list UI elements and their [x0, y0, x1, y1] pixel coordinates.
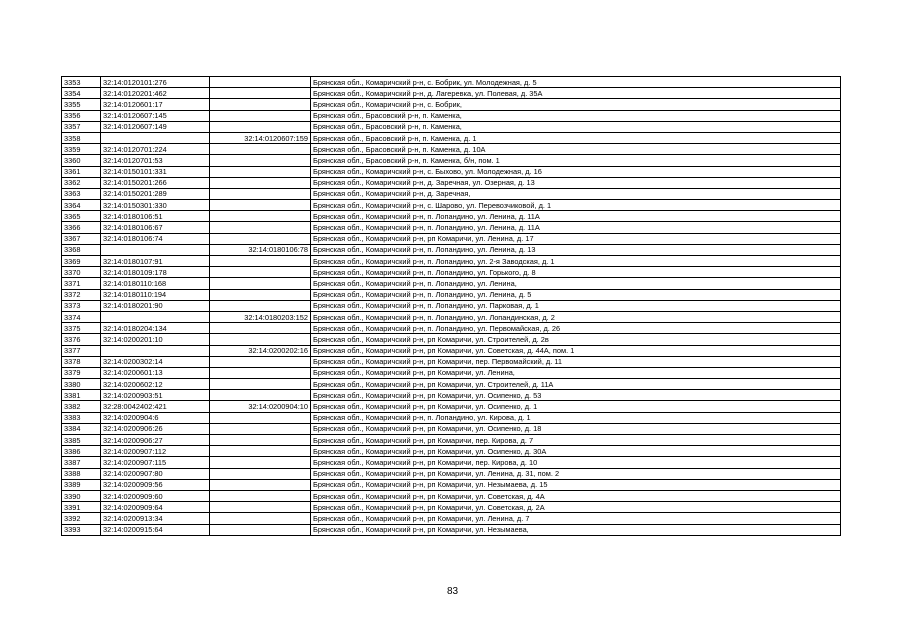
row-number-cell: 3385 — [62, 435, 101, 446]
row-number-cell: 3361 — [62, 166, 101, 177]
page-number: 83 — [446, 586, 459, 597]
address-cell: Брянская обл., Комаричский р-н, п. Лопандино, ул. Ленина, д. 11А — [311, 211, 841, 222]
secondary-cadastral-number-cell — [210, 99, 311, 110]
address-cell: Брянская обл., Брасовский р-н, п. Каменка, — [311, 121, 841, 132]
table-row — [62, 356, 841, 367]
row-number-cell: 3367 — [62, 233, 101, 244]
row-number-cell: 3365 — [62, 211, 101, 222]
cadastral-number-cell: 32:14:0200201:10 — [101, 334, 210, 345]
row-number-cell: 3389 — [62, 479, 101, 490]
secondary-cadastral-number-cell — [210, 121, 311, 132]
cadastral-number-cell: 32:14:0150201:266 — [101, 177, 210, 188]
row-number-cell: 3355 — [62, 99, 101, 110]
row-number-cell: 3366 — [62, 222, 101, 233]
row-number-cell: 3388 — [62, 468, 101, 479]
secondary-cadastral-number-cell — [210, 490, 311, 501]
table-row — [62, 468, 841, 479]
address-cell: Брянская обл., Комаричский р-н, рп Комаричи, ул. Осипенко, д. 1 — [311, 401, 841, 412]
address-cell: Брянская обл., Комаричский р-н, д. Лагеревка, ул. Полевая, д. 35А — [311, 88, 841, 99]
row-number-cell: 3391 — [62, 502, 101, 513]
secondary-cadastral-number-cell — [210, 334, 311, 345]
row-number-cell: 3356 — [62, 110, 101, 121]
secondary-cadastral-number-cell — [210, 267, 311, 278]
row-number-cell: 3384 — [62, 423, 101, 434]
table-row — [62, 177, 841, 188]
table-row — [62, 144, 841, 155]
row-number-cell: 3354 — [62, 88, 101, 99]
cadastral-number-cell: 32:28:0042402:421 — [101, 401, 210, 412]
secondary-cadastral-number-cell — [210, 177, 311, 188]
cadastral-number-cell: 32:14:0120701:53 — [101, 155, 210, 166]
address-cell: Брянская обл., Комаричский р-н, рп Комаричи, ул. Советская, д. 4А — [311, 490, 841, 501]
address-cell: Брянская обл., Комаричский р-н, п. Лопандино, ул. Кирова, д. 1 — [311, 412, 841, 423]
row-number-cell: 3382 — [62, 401, 101, 412]
row-number-cell: 3370 — [62, 267, 101, 278]
address-cell: Брянская обл., Комаричский р-н, с. Быхово, ул. Молодежная, д. 16 — [311, 166, 841, 177]
cadastral-number-cell: 32:14:0200909:60 — [101, 490, 210, 501]
cadastral-number-cell: 32:14:0200909:56 — [101, 479, 210, 490]
cadastral-number-cell: 32:14:0200903:51 — [101, 390, 210, 401]
table-row — [62, 390, 841, 401]
cadastral-number-cell: 32:14:0200907:80 — [101, 468, 210, 479]
address-cell: Брянская обл., Комаричский р-н, рп Комаричи, ул. Незымаева, д. 15 — [311, 479, 841, 490]
table-row — [62, 323, 841, 334]
table-row — [62, 345, 841, 356]
secondary-cadastral-number-cell — [210, 222, 311, 233]
row-number-cell: 3357 — [62, 121, 101, 132]
address-cell: Брянская обл., Комаричский р-н, рп Комаричи, ул. Осипенко, д. 18 — [311, 423, 841, 434]
cadastral-number-cell: 32:14:0150101:331 — [101, 166, 210, 177]
table-row — [62, 211, 841, 222]
address-cell: Брянская обл., Комаричский р-н, рп Комаричи, ул. Ленина, д. 31, пом. 2 — [311, 468, 841, 479]
table-row — [62, 233, 841, 244]
row-number-cell: 3362 — [62, 177, 101, 188]
address-cell: Брянская обл., Комаричский р-н, д. Заречная, — [311, 188, 841, 199]
secondary-cadastral-number-cell — [210, 110, 311, 121]
row-number-cell: 3364 — [62, 200, 101, 211]
table-row — [62, 513, 841, 524]
address-cell: Брянская обл., Брасовский р-н, п. Каменка, б/н, пом. 1 — [311, 155, 841, 166]
secondary-cadastral-number-cell — [210, 524, 311, 535]
address-cell: Брянская обл., Брасовский р-н, п. Каменка, д. 10А — [311, 144, 841, 155]
table-row — [62, 423, 841, 434]
cadastral-number-cell — [101, 345, 210, 356]
row-number-cell: 3375 — [62, 323, 101, 334]
table-row — [62, 334, 841, 345]
address-cell: Брянская обл., Комаричский р-н, д. Заречная, ул. Озерная, д. 13 — [311, 177, 841, 188]
cadastral-number-cell: 32:14:0120607:149 — [101, 121, 210, 132]
secondary-cadastral-number-cell — [210, 502, 311, 513]
table-row — [62, 222, 841, 233]
row-number-cell: 3373 — [62, 300, 101, 311]
cadastral-number-cell: 32:14:0180110:168 — [101, 278, 210, 289]
secondary-cadastral-number-cell — [210, 390, 311, 401]
cadastral-number-cell: 32:14:0200913:34 — [101, 513, 210, 524]
table-row — [62, 311, 841, 322]
property-registry-table — [61, 76, 841, 536]
secondary-cadastral-number-cell — [210, 77, 311, 88]
registry-table-body — [62, 77, 841, 536]
secondary-cadastral-number-cell — [210, 289, 311, 300]
table-row — [62, 166, 841, 177]
cadastral-number-cell: 32:14:0180201:90 — [101, 300, 210, 311]
table-row — [62, 99, 841, 110]
cadastral-number-cell: 32:14:0200906:27 — [101, 435, 210, 446]
address-cell: Брянская обл., Комаричский р-н, рп Комаричи, ул. Советская, д. 44А, пом. 1 — [311, 345, 841, 356]
table-row — [62, 502, 841, 513]
table-row — [62, 379, 841, 390]
table-row — [62, 367, 841, 378]
address-cell: Брянская обл., Комаричский р-н, рп Комаричи, ул. Осипенко, д. 53 — [311, 390, 841, 401]
secondary-cadastral-number-cell — [210, 468, 311, 479]
cadastral-number-cell: 32:14:0200601:13 — [101, 367, 210, 378]
address-cell: Брянская обл., Комаричский р-н, рп Комаричи, ул. Ленина, — [311, 367, 841, 378]
table-row — [62, 278, 841, 289]
cadastral-number-cell: 32:14:0200907:115 — [101, 457, 210, 468]
table-row — [62, 412, 841, 423]
cadastral-number-cell — [101, 311, 210, 322]
secondary-cadastral-number-cell — [210, 513, 311, 524]
row-number-cell: 3378 — [62, 356, 101, 367]
secondary-cadastral-number-cell — [210, 200, 311, 211]
address-cell: Брянская обл., Комаричский р-н, п. Лопандино, ул. Горького, д. 8 — [311, 267, 841, 278]
address-cell: Брянская обл., Комаричский р-н, рп Комаричи, ул. Строителей, д. 2в — [311, 334, 841, 345]
cadastral-number-cell: 32:14:0200904:6 — [101, 412, 210, 423]
table-row — [62, 188, 841, 199]
row-number-cell: 3392 — [62, 513, 101, 524]
address-cell: Брянская обл., Комаричский р-н, с. Бобрик, — [311, 99, 841, 110]
secondary-cadastral-number-cell: 32:14:0180106:78 — [210, 244, 311, 255]
address-cell: Брянская обл., Комаричский р-н, рп Комаричи, ул. Ленина, д. 17 — [311, 233, 841, 244]
row-number-cell: 3381 — [62, 390, 101, 401]
secondary-cadastral-number-cell — [210, 144, 311, 155]
secondary-cadastral-number-cell — [210, 323, 311, 334]
cadastral-number-cell: 32:14:0120601:17 — [101, 99, 210, 110]
cadastral-number-cell: 32:14:0200302:14 — [101, 356, 210, 367]
secondary-cadastral-number-cell — [210, 166, 311, 177]
table-row — [62, 446, 841, 457]
table-row — [62, 132, 841, 143]
cadastral-number-cell: 32:14:0180107:91 — [101, 256, 210, 267]
table-row — [62, 490, 841, 501]
cadastral-number-cell: 32:14:0200915:64 — [101, 524, 210, 535]
secondary-cadastral-number-cell — [210, 479, 311, 490]
address-cell: Брянская обл., Комаричский р-н, рп Комаричи, ул. Ленина, д. 7 — [311, 513, 841, 524]
cadastral-number-cell: 32:14:0180106:67 — [101, 222, 210, 233]
secondary-cadastral-number-cell: 32:14:0200904:10 — [210, 401, 311, 412]
address-cell: Брянская обл., Комаричский р-н, рп Комаричи, ул. Советская, д. 2А — [311, 502, 841, 513]
table-row — [62, 289, 841, 300]
cadastral-number-cell: 32:14:0180106:51 — [101, 211, 210, 222]
secondary-cadastral-number-cell — [210, 457, 311, 468]
cadastral-number-cell: 32:14:0180110:194 — [101, 289, 210, 300]
row-number-cell: 3353 — [62, 77, 101, 88]
row-number-cell: 3369 — [62, 256, 101, 267]
cadastral-number-cell: 32:14:0180109:178 — [101, 267, 210, 278]
secondary-cadastral-number-cell — [210, 188, 311, 199]
cadastral-number-cell: 32:14:0120607:145 — [101, 110, 210, 121]
cadastral-number-cell: 32:14:0120701:224 — [101, 144, 210, 155]
row-number-cell: 3376 — [62, 334, 101, 345]
row-number-cell: 3360 — [62, 155, 101, 166]
address-cell: Брянская обл., Комаричский р-н, п. Лопандино, ул. Ленина, д. 5 — [311, 289, 841, 300]
row-number-cell: 3359 — [62, 144, 101, 155]
table-row — [62, 244, 841, 255]
table-row — [62, 435, 841, 446]
address-cell: Брянская обл., Комаричский р-н, п. Лопандино, ул. Парковая, д. 1 — [311, 300, 841, 311]
cadastral-number-cell: 32:14:0150301:330 — [101, 200, 210, 211]
address-cell: Брянская обл., Брасовский р-н, п. Каменка, — [311, 110, 841, 121]
table-row — [62, 256, 841, 267]
secondary-cadastral-number-cell: 32:14:0180203:152 — [210, 311, 311, 322]
address-cell: Брянская обл., Комаричский р-н, п. Лопандино, ул. 2-я Заводская, д. 1 — [311, 256, 841, 267]
table-row — [62, 88, 841, 99]
address-cell: Брянская обл., Комаричский р-н, рп Комаричи, пер. Кирова, д. 10 — [311, 457, 841, 468]
cadastral-number-cell — [101, 132, 210, 143]
table-row — [62, 401, 841, 412]
row-number-cell: 3383 — [62, 412, 101, 423]
row-number-cell: 3372 — [62, 289, 101, 300]
secondary-cadastral-number-cell — [210, 211, 311, 222]
row-number-cell: 3358 — [62, 132, 101, 143]
cadastral-number-cell: 32:14:0200906:26 — [101, 423, 210, 434]
table-row — [62, 110, 841, 121]
secondary-cadastral-number-cell — [210, 367, 311, 378]
cadastral-number-cell — [101, 244, 210, 255]
secondary-cadastral-number-cell — [210, 256, 311, 267]
row-number-cell: 3363 — [62, 188, 101, 199]
row-number-cell: 3379 — [62, 367, 101, 378]
secondary-cadastral-number-cell — [210, 379, 311, 390]
table-row — [62, 457, 841, 468]
secondary-cadastral-number-cell — [210, 88, 311, 99]
address-cell: Брянская обл., Комаричский р-н, п. Лопандино, ул. Ленина, д. 13 — [311, 244, 841, 255]
row-number-cell: 3377 — [62, 345, 101, 356]
address-cell: Брянская обл., Комаричский р-н, с. Бобрик, ул. Молодежная, д. 5 — [311, 77, 841, 88]
secondary-cadastral-number-cell: 32:14:0120607:159 — [210, 132, 311, 143]
cadastral-number-cell: 32:14:0120201:462 — [101, 88, 210, 99]
address-cell: Брянская обл., Комаричский р-н, п. Лопандино, ул. Первомайская, д. 26 — [311, 323, 841, 334]
row-number-cell: 3371 — [62, 278, 101, 289]
table-row — [62, 200, 841, 211]
secondary-cadastral-number-cell — [210, 233, 311, 244]
address-cell: Брянская обл., Комаричский р-н, рп Комаричи, пер. Первомайский, д. 11 — [311, 356, 841, 367]
row-number-cell: 3368 — [62, 244, 101, 255]
address-cell: Брянская обл., Комаричский р-н, рп Комаричи, ул. Осипенко, д. 30А — [311, 446, 841, 457]
row-number-cell: 3374 — [62, 311, 101, 322]
address-cell: Брянская обл., Комаричский р-н, рп Комаричи, ул. Строителей, д. 11А — [311, 379, 841, 390]
cadastral-number-cell: 32:14:0120101:276 — [101, 77, 210, 88]
address-cell: Брянская обл., Комаричский р-н, с. Шарово, ул. Перевозчиковой, д. 1 — [311, 200, 841, 211]
cadastral-number-cell: 32:14:0200909:64 — [101, 502, 210, 513]
address-cell: Брянская обл., Комаричский р-н, п. Лопандино, ул. Ленина, д. 11А — [311, 222, 841, 233]
secondary-cadastral-number-cell — [210, 300, 311, 311]
table-row — [62, 267, 841, 278]
secondary-cadastral-number-cell — [210, 278, 311, 289]
address-cell: Брянская обл., Комаричский р-н, п. Лопандино, ул. Ленина, — [311, 278, 841, 289]
secondary-cadastral-number-cell — [210, 423, 311, 434]
row-number-cell: 3387 — [62, 457, 101, 468]
cadastral-number-cell: 32:14:0200602:12 — [101, 379, 210, 390]
address-cell: Брянская обл., Брасовский р-н, п. Каменка, д. 1 — [311, 132, 841, 143]
cadastral-number-cell: 32:14:0180204:134 — [101, 323, 210, 334]
table-row — [62, 77, 841, 88]
row-number-cell: 3380 — [62, 379, 101, 390]
cadastral-number-cell: 32:14:0180106:74 — [101, 233, 210, 244]
address-cell: Брянская обл., Комаричский р-н, п. Лопандино, ул. Лопандинская, д. 2 — [311, 311, 841, 322]
secondary-cadastral-number-cell — [210, 446, 311, 457]
row-number-cell: 3386 — [62, 446, 101, 457]
secondary-cadastral-number-cell: 32:14:0200202:16 — [210, 345, 311, 356]
address-cell: Брянская обл., Комаричский р-н, рп Комаричи, пер. Кирова, д. 7 — [311, 435, 841, 446]
secondary-cadastral-number-cell — [210, 435, 311, 446]
cadastral-number-cell: 32:14:0200907:112 — [101, 446, 210, 457]
table-row — [62, 121, 841, 132]
table-row — [62, 524, 841, 535]
secondary-cadastral-number-cell — [210, 356, 311, 367]
address-cell: Брянская обл., Комаричский р-н, рп Комаричи, ул. Незымаева, — [311, 524, 841, 535]
table-row — [62, 300, 841, 311]
secondary-cadastral-number-cell — [210, 412, 311, 423]
table-row — [62, 479, 841, 490]
cadastral-number-cell: 32:14:0150201:289 — [101, 188, 210, 199]
secondary-cadastral-number-cell — [210, 155, 311, 166]
table-row — [62, 155, 841, 166]
row-number-cell: 3393 — [62, 524, 101, 535]
row-number-cell: 3390 — [62, 490, 101, 501]
